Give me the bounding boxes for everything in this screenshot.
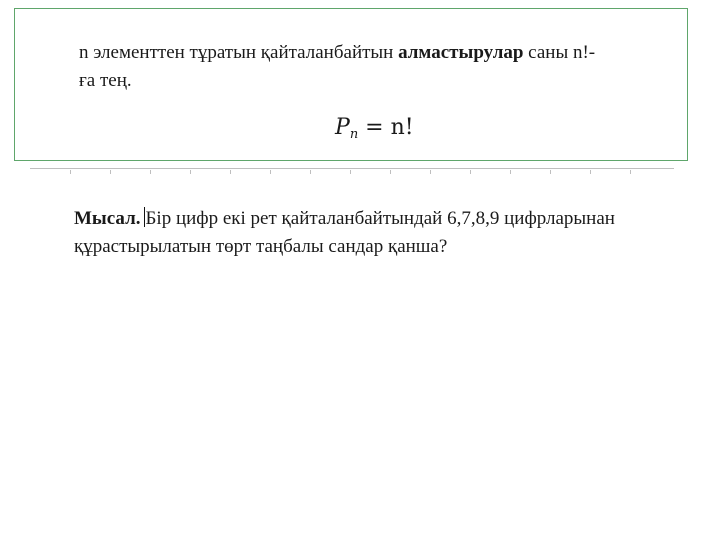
ruler-tick [190, 170, 191, 174]
text-cursor [144, 207, 145, 227]
ruler-tick [510, 170, 511, 174]
formula-subscript: n [349, 127, 359, 142]
ruler-tick [150, 170, 151, 174]
definition-text [79, 39, 679, 95]
ruler-tick [550, 170, 551, 174]
ruler [30, 168, 674, 176]
ruler-tick [470, 170, 471, 174]
permutation-formula [335, 115, 414, 142]
ruler-tick [390, 170, 391, 174]
definition-box [14, 8, 688, 161]
definition-line2: ға тең. [79, 70, 132, 91]
ruler-tick [270, 170, 271, 174]
definition-part1: n элементтен тұратын қайталанбайтын [79, 42, 399, 63]
definition-part2: саны n!- [523, 42, 596, 63]
example-label: Мысал. [74, 208, 141, 229]
example-line1: Бір цифр екі рет қайталанбайтындай 6,7,8,9 цифрларынан [145, 208, 615, 229]
ruler-tick [590, 170, 591, 174]
ruler-tick [630, 170, 631, 174]
formula-rhs: = n! [358, 115, 414, 140]
ruler-tick [350, 170, 351, 174]
ruler-tick [310, 170, 311, 174]
example-line2: құрастырылатын төрт таңбалы сандар қанша? [74, 236, 448, 257]
definition-bold-term: алмастырулар [398, 42, 524, 63]
ruler-tick [70, 170, 71, 174]
ruler-tick [230, 170, 231, 174]
ruler-tick [430, 170, 431, 174]
formula-symbol: P [335, 115, 350, 140]
ruler-tick [110, 170, 111, 174]
example-paragraph[interactable] [74, 205, 674, 261]
